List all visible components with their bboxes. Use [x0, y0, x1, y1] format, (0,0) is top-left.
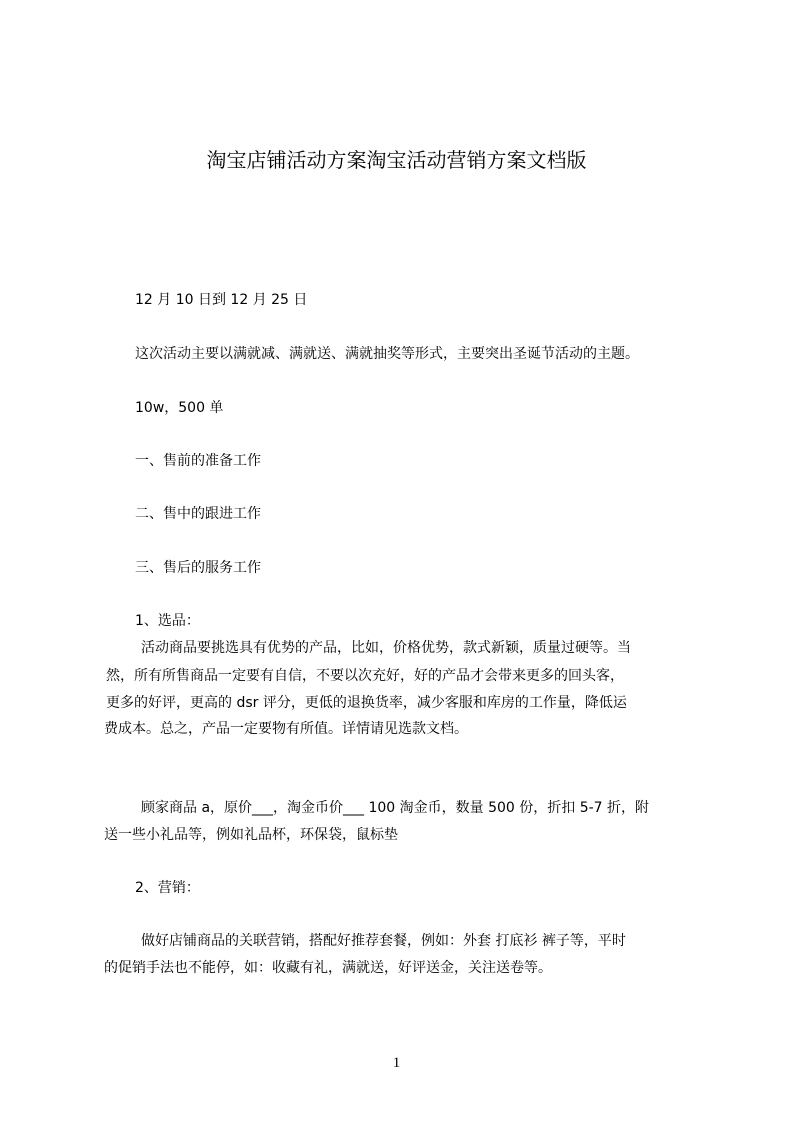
paragraph-line: 顾家商品 a，原价___，淘金币价___ 100 淘金币，数量 500 份，折扣 5-7 折，附 — [141, 800, 650, 816]
paragraph-line: 活动商品要挑选具有优势的产品，比如，价格优势，款式新颖，质量过硬等。当 — [141, 640, 631, 656]
section-heading-presale: 一、售前的准备工作 — [135, 453, 261, 469]
activity-theme: 这次活动主要以满就减、满就送、满就抽奖等形式，主要突出圣诞节活动的主题。 — [135, 346, 639, 362]
activity-date: 12 月 10 日到 12 月 25 日 — [135, 292, 308, 308]
paragraph-line: 费成本。总之，产品一定要物有所值。详情请见选款文档。 — [104, 721, 468, 737]
section-heading-aftersale: 三、售后的服务工作 — [135, 560, 261, 576]
paragraph-line: 做好店铺商品的关联营销，搭配好推荐套餐，例如：外套 打底衫 裤子等，平时 — [141, 933, 626, 949]
subheading-marketing: 2、营销： — [135, 880, 200, 896]
section-heading-insale: 二、售中的跟进工作 — [135, 506, 261, 522]
document-title: 淘宝店铺活动方案淘宝活动营销方案文档版 — [206, 148, 587, 172]
paragraph-line: 的促销手法也不能停，如：收藏有礼，满就送，好评送金，关注送卷等。 — [104, 960, 552, 976]
activity-target: 10w，500 单 — [135, 400, 224, 416]
paragraph-line: 送一些小礼品等，例如礼品杯，环保袋，鼠标垫 — [104, 827, 398, 843]
page-number: 1 — [392, 1055, 401, 1071]
paragraph-line: 更多的好评，更高的 dsr 评分，更低的退换货率，减少客服和库房的工作量，降低运 — [106, 695, 627, 711]
subheading-product-selection: 1、选品： — [135, 613, 200, 629]
paragraph-line: 然，所有所售商品一定要有自信，不要以次充好，好的产品才会带来更多的回头客， — [106, 668, 624, 684]
